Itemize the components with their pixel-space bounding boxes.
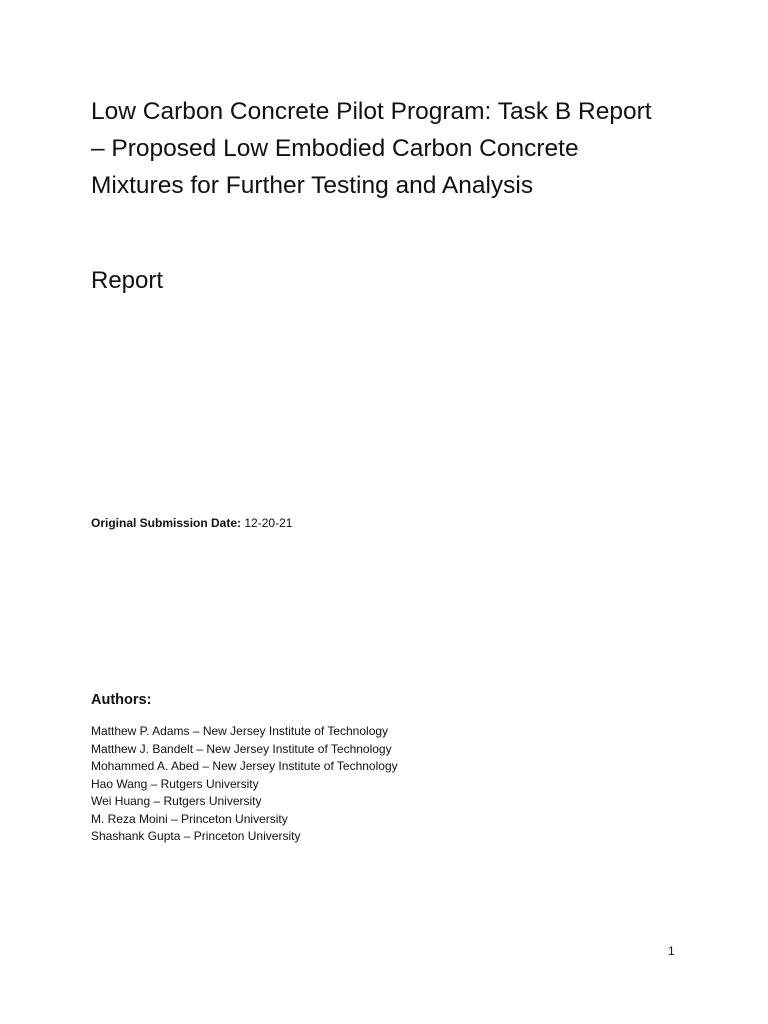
report-heading: Report bbox=[91, 267, 164, 294]
submission-date bbox=[91, 515, 292, 531]
title-line-3: Mixtures for Further Testing and Analysis bbox=[91, 172, 534, 199]
authors-heading: Authors: bbox=[91, 692, 152, 708]
page-number: 1 bbox=[668, 944, 675, 958]
author-item: Hao Wang – Rutgers University bbox=[91, 776, 259, 791]
author-item: Wei Huang – Rutgers University bbox=[91, 794, 262, 808]
author-item: Shashank Gupta – Princeton University bbox=[91, 829, 301, 843]
submission-date-label: Original Submission Date: bbox=[91, 516, 242, 530]
author-item: Matthew P. Adams – New Jersey Institute of Technology bbox=[91, 724, 389, 738]
submission-date-value: 12-20-21 bbox=[244, 516, 293, 530]
author-item: Matthew J. Bandelt – New Jersey Institute of Technology bbox=[91, 741, 392, 756]
document-title bbox=[91, 93, 711, 204]
author-item: M. Reza Moini – Princeton University bbox=[91, 811, 288, 826]
author-item: Mohammed A. Abed – New Jersey Institute of Technology bbox=[91, 759, 398, 773]
title-line-2: – Proposed Low Embodied Carbon Concrete bbox=[91, 135, 579, 162]
title-line-1: Low Carbon Concrete Pilot Program: Task B Report bbox=[91, 98, 652, 125]
authors-list bbox=[91, 723, 398, 846]
